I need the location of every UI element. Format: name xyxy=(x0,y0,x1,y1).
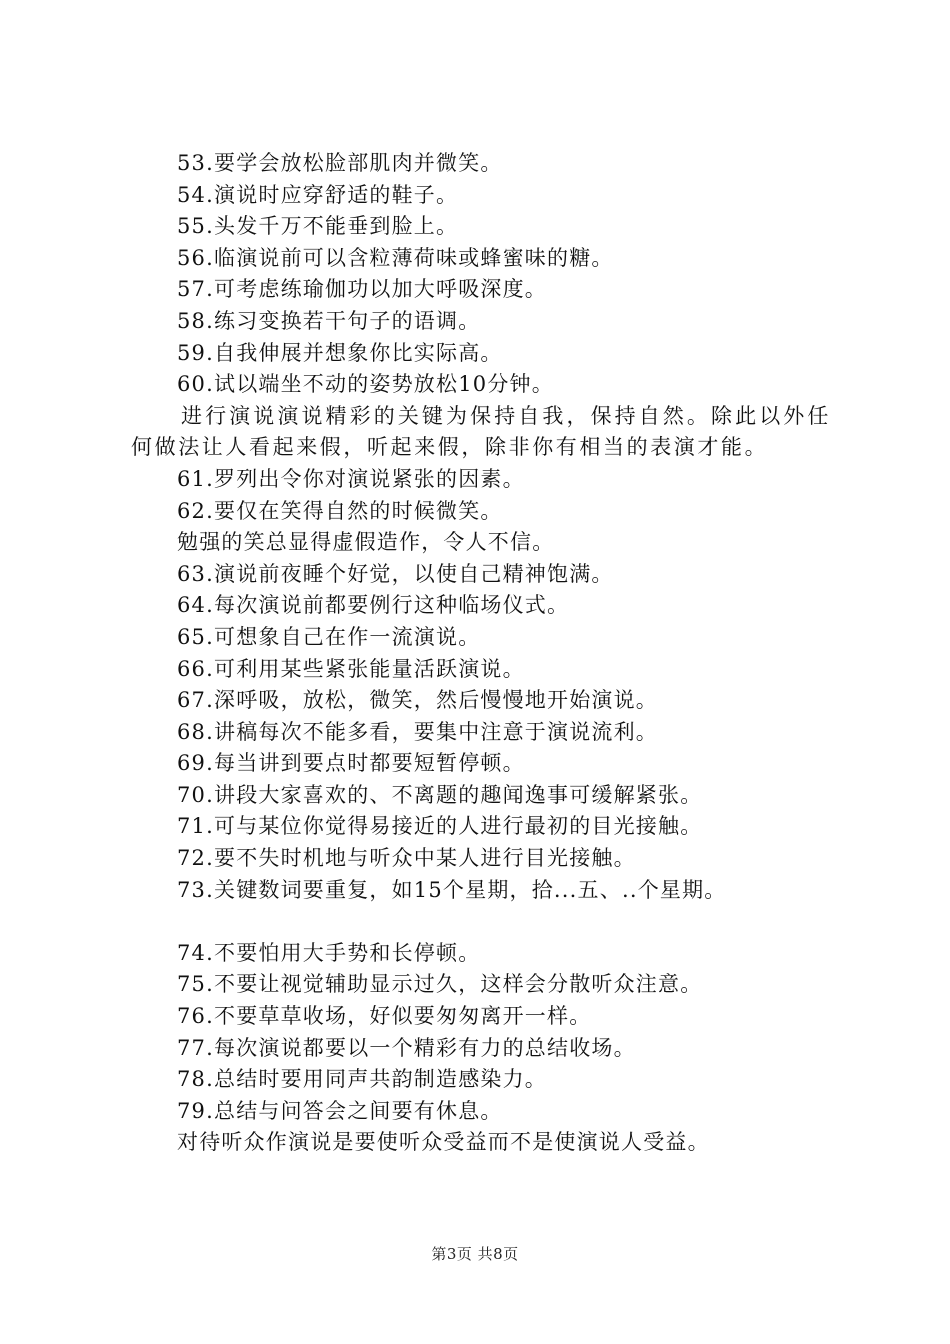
list-item: 74.不要怕用大手势和长停顿。 xyxy=(177,940,481,965)
list-item: 55.头发千万不能垂到脸上。 xyxy=(177,214,459,239)
list-item: 67.深呼吸，放松，微笑，然后慢慢地开始演说。 xyxy=(177,688,658,713)
list-item: 76.不要草草收场，好似要匆匆离开一样。 xyxy=(177,1004,592,1029)
list-item: 71.可与某位你觉得易接近的人进行最初的目光接触。 xyxy=(177,814,703,839)
list-item: 64.每次演说前都要例行这种临场仪式。 xyxy=(177,593,570,618)
list-item: 66.可利用某些紧张能量活跃演说。 xyxy=(177,656,525,681)
list-item: 61.罗列出令你对演说紧张的因素。 xyxy=(177,466,525,491)
list-item: 57.可考虑练瑜伽功以加大呼吸深度。 xyxy=(177,277,547,302)
list-item: 70.讲段大家喜欢的、不离题的趣闻逸事可缓解紧张。 xyxy=(177,782,703,807)
body-paragraph: 进行演说演说精彩的关键为保持自我，保持自然。除此以外任何做法让人看起来假，听起来假，除非你有相当的表演才能。 xyxy=(131,403,831,460)
list-item: 68.讲稿每次不能多看，要集中注意于演说流利。 xyxy=(177,719,658,744)
document-body xyxy=(131,148,831,1159)
list-item: 54.演说时应穿舒适的鞋子。 xyxy=(177,182,459,207)
list-item: 58.练习变换若干句子的语调。 xyxy=(177,308,481,333)
list-item: 65.可想象自己在作一流演说。 xyxy=(177,624,481,649)
list-item: 78.总结时要用同声共韵制造感染力。 xyxy=(177,1067,547,1092)
list-item: 59.自我伸展并想象你比实际高。 xyxy=(177,340,503,365)
blank-line xyxy=(131,906,831,938)
list-item: 56.临演说前可以含粒薄荷味或蜂蜜味的糖。 xyxy=(177,245,614,270)
list-item: 73.关键数词要重复，如15个星期，拾...五、..个星期。 xyxy=(177,877,727,902)
list-item: 53.要学会放松脸部肌肉并微笑。 xyxy=(177,151,503,175)
list-item: 77.每次演说都要以一个精彩有力的总结收场。 xyxy=(177,1035,636,1060)
list-item: 69.每当讲到要点时都要短暂停顿。 xyxy=(177,751,525,776)
list-item: 72.要不失时机地与听众中某人进行目光接触。 xyxy=(177,846,636,871)
page-number-footer: 第3页 共8页 xyxy=(431,1245,519,1263)
list-item: 对待听众作演说是要使听众受益而不是使演说人受益。 xyxy=(177,1130,710,1155)
list-item: 60.试以端坐不动的姿势放松10分钟。 xyxy=(177,372,554,397)
list-item: 62.要仅在笑得自然的时候微笑。 xyxy=(177,498,503,523)
list-item: 75.不要让视觉辅助显示过久，这样会分散听众注意。 xyxy=(177,972,703,997)
list-item: 79.总结与问答会之间要有休息。 xyxy=(177,1098,503,1123)
list-item: 勉强的笑总显得虚假造作，令人不信。 xyxy=(177,530,555,555)
list-item: 63.演说前夜睡个好觉，以使自己精神饱满。 xyxy=(177,561,614,586)
